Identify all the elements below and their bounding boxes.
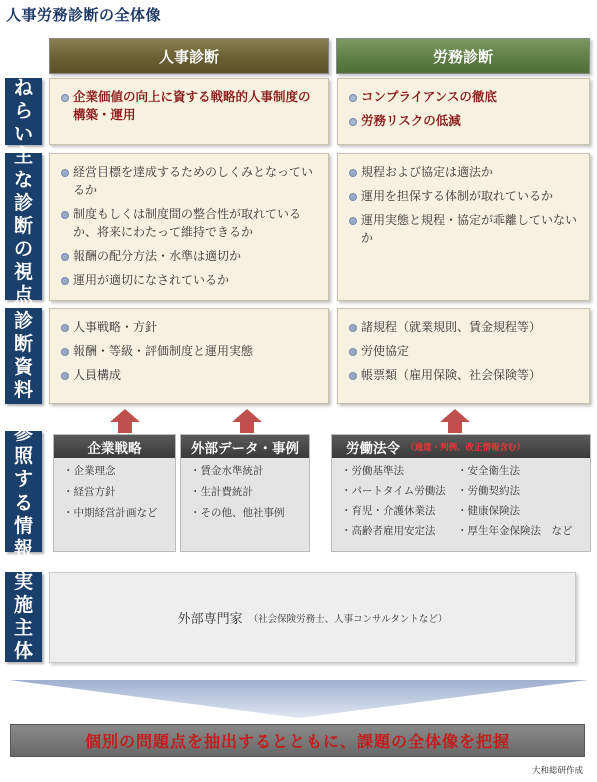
- row-label-char: 体: [13, 640, 33, 663]
- materials-left-box: [49, 308, 329, 404]
- reference-item: ・労働基準法: [341, 465, 404, 477]
- reference-list: [332, 458, 590, 544]
- row-label-char: す: [13, 468, 33, 491]
- viewpoints-right-box: [337, 153, 590, 301]
- reference-item: ・高齢者雇用安定法: [341, 525, 436, 537]
- row-label-char: 参: [13, 421, 33, 444]
- reference-header: 企業戦略: [54, 435, 175, 458]
- down-chevron-icon: [9, 680, 588, 720]
- aims-left-list: [50, 79, 328, 124]
- list-item: 運用実態と規程・協定が乖離していないか: [348, 211, 581, 247]
- reference-item: ・生計費統計: [190, 486, 253, 498]
- row-label-char: い: [13, 123, 33, 146]
- row-label-char: 断: [13, 214, 33, 237]
- viewpoints-left-list: [50, 154, 328, 289]
- list-item: 運用を担保する体制が取れているか: [348, 187, 581, 205]
- row-label-implementer: [5, 572, 42, 662]
- credit: 大和総研作成: [531, 766, 583, 776]
- list-item: コンプライアンスの徹底: [348, 88, 581, 106]
- row-label-char: 主: [13, 145, 33, 168]
- row-label-char: 診: [13, 309, 33, 332]
- list-item: 諸規程（就業規則、賃金規程等）: [348, 318, 581, 336]
- list-item: 帳票類（雇用保険、社会保険等）: [348, 366, 581, 384]
- row-label-materials: [5, 308, 42, 404]
- row-label-char: 断: [13, 332, 33, 355]
- row-label-char: 報: [13, 537, 33, 560]
- list-item: 人事戦略・方針: [60, 318, 320, 336]
- list-item: 報酬の配分方法・水準は適切か: [60, 247, 320, 265]
- list-item: 制度もしくは制度間の整合性が取れているか、将来にわたって維持できるか: [60, 205, 320, 241]
- reference-item: ・その他、他社事例: [190, 507, 285, 519]
- row-label-viewpoints: [5, 145, 42, 307]
- row-label-char: 料: [13, 379, 33, 402]
- implementer-main: 外部専門家: [177, 612, 243, 627]
- row-label-aims: [5, 78, 42, 145]
- reference-header-labor-laws: [332, 435, 590, 458]
- row-label-char: ね: [13, 76, 33, 99]
- list-item: 運用が適切になされているか: [60, 271, 320, 289]
- row-label-char: ら: [13, 99, 33, 122]
- reference-item: ・労働契約法: [457, 485, 520, 497]
- reference-list: [54, 458, 175, 520]
- up-arrow-icon: [110, 409, 140, 433]
- conclusion-banner: 個別の問題点を抽出するとともに、課題の全体像を把握: [10, 724, 585, 757]
- list-item: 労使協定: [348, 342, 581, 360]
- reference-box-labor-laws: [331, 434, 591, 552]
- column-header-labor-diagnosis: 労務診断: [336, 38, 590, 74]
- viewpoints-right-list: [338, 154, 589, 247]
- aims-left-box: [49, 78, 329, 145]
- list-item: 企業価値の向上に資する戦略的人事制度の構築・運用: [60, 88, 320, 124]
- column-header-hr-diagnosis: 人事診断: [49, 38, 329, 74]
- reference-header: 外部データ・事例: [181, 435, 309, 458]
- list-item: 規程および協定は適法か: [348, 163, 581, 181]
- reference-item: ・厚生年金保険法 など: [457, 525, 573, 537]
- materials-right-box: [337, 308, 590, 404]
- reference-item: ・育児・介護休業法: [341, 505, 436, 517]
- up-arrow-icon: [440, 409, 470, 433]
- row-label-char: 主: [13, 617, 33, 639]
- reference-item: ・賃金水準統計: [190, 465, 264, 477]
- up-arrow-icon: [232, 409, 262, 433]
- row-label-char: 照: [13, 445, 33, 468]
- reference-item: ・中期経営計画など: [63, 507, 158, 519]
- implementer-sub: （社会保険労務士、人事コンサルタントなど）: [248, 613, 448, 625]
- row-label-char: 資: [13, 356, 33, 378]
- materials-right-list: [338, 309, 589, 384]
- reference-header: 労働法令: [346, 440, 400, 457]
- page-title: 人事労務診断の全体像: [6, 6, 162, 24]
- list-item: 人員構成: [60, 366, 320, 384]
- row-label-char: 視: [13, 261, 33, 284]
- row-label-char: 診: [13, 191, 33, 214]
- reference-item: ・経営方針: [63, 486, 116, 498]
- reference-note: （通達・判例、改正情報含む）: [406, 442, 526, 453]
- reference-item: ・安全衛生法: [457, 465, 520, 477]
- row-label-char: 施: [13, 593, 33, 616]
- aims-right-box: [337, 78, 590, 145]
- row-label-char: の: [13, 238, 33, 261]
- viewpoints-left-box: [49, 153, 329, 301]
- reference-item: ・企業理念: [63, 465, 116, 477]
- reference-box-corporate-strategy: [53, 434, 176, 552]
- implementer-box: [49, 572, 576, 663]
- aims-right-list: [338, 79, 589, 130]
- list-item: 労務リスクの低減: [348, 112, 581, 130]
- row-label-char: 点: [13, 284, 33, 307]
- row-label-char: 実: [13, 570, 33, 593]
- reference-box-external-data: [180, 434, 310, 552]
- list-item: 報酬・等級・評価制度と運用実態: [60, 342, 320, 360]
- row-label-char: る: [13, 491, 33, 514]
- reference-item: ・パートタイム労働法: [341, 485, 446, 497]
- row-label-char: な: [13, 168, 33, 191]
- materials-left-list: [50, 309, 328, 384]
- row-label-char: 情: [13, 514, 33, 537]
- row-label-references: [5, 421, 42, 560]
- list-item: 経営目標を達成するためのしくみとなっているか: [60, 163, 320, 199]
- reference-list: [181, 458, 309, 520]
- reference-item: ・健康保険法: [457, 505, 520, 517]
